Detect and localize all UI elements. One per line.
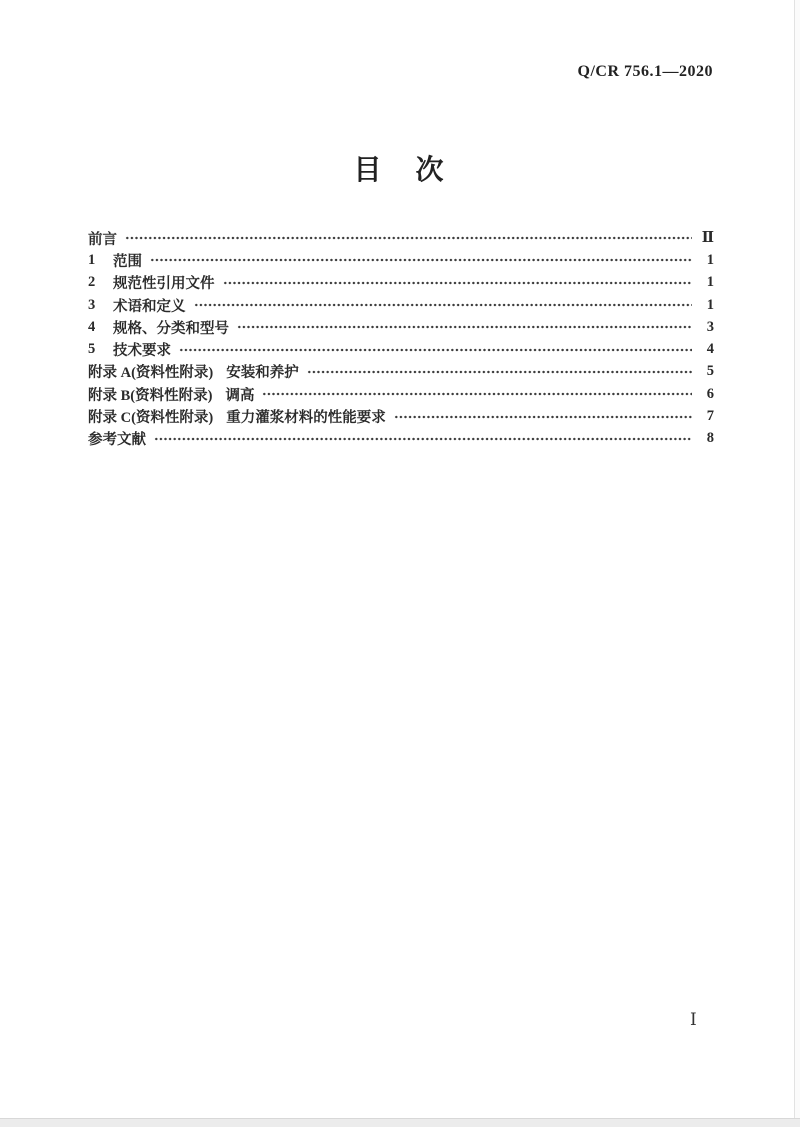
toc-entry-page: 6 [706,385,714,402]
scan-edge-bottom [0,1118,800,1127]
toc-entry-page: 3 [706,318,714,335]
dot-leader [150,256,692,264]
toc-entry-page: 1 [706,274,714,291]
toc-entry [88,316,714,338]
toc-entry [88,383,714,405]
toc-entry [88,338,714,360]
toc-entry-page: 7 [706,408,714,425]
toc-entry-page: 4 [706,341,714,358]
standard-number-header: Q/CR 756.1—2020 [577,63,713,80]
toc-entry-label: 技术要求 [113,343,171,360]
toc-entry-label: 参考文献 [88,432,146,449]
dot-leader [307,368,692,376]
dot-leader [194,301,693,309]
dot-leader [179,346,692,354]
dot-leader [125,234,692,242]
toc-entry-label: 规格、分类和型号 [113,320,229,337]
toc-entry [88,428,714,450]
dot-leader [154,435,692,443]
toc-entry-subtitle: 重力灌浆材料的性能要求 [226,410,386,427]
toc-entry [88,405,714,427]
toc-entry [88,361,714,383]
dot-leader [394,413,692,421]
dot-leader [223,279,693,287]
toc-entry [88,294,714,316]
footer-page-number: Ⅰ [690,1010,697,1029]
toc-entry-label: 术语和定义 [113,298,186,315]
toc-entry-subtitle: 安装和养护 [226,365,299,382]
toc-entry-label: 附录 A(资料性附录) [88,365,214,382]
toc-entry-page: 1 [706,251,714,268]
toc-entry-label: 规范性引用文件 [113,276,215,293]
toc-entry-subtitle: 调高 [225,387,255,404]
dot-leader [262,390,692,398]
dot-leader [237,323,692,331]
toc-entry-label: 前言 [88,231,117,248]
toc-entry-page: 8 [706,430,714,447]
toc-entry-number: 5 [88,341,96,358]
toc-entry-number: 1 [88,251,96,268]
toc-entry-page: 5 [706,363,714,380]
toc-entry-label: 附录 B(资料性附录) [88,387,213,404]
toc-entry-number: 4 [88,318,96,335]
toc-entry [88,249,714,271]
toc-entry-number: 2 [88,274,96,291]
toc-entry-number: 3 [88,296,96,313]
toc-entry [88,227,714,249]
toc-entry-label: 范围 [113,253,142,270]
page-title: 目 次 [353,154,447,185]
toc-entry-page: Ⅱ [701,230,714,247]
toc-entry-page: 1 [706,296,714,313]
toc-list [88,227,714,450]
scan-edge-right [794,0,800,1119]
toc-entry [88,272,714,294]
toc-entry-label: 附录 C(资料性附录) [88,410,214,427]
